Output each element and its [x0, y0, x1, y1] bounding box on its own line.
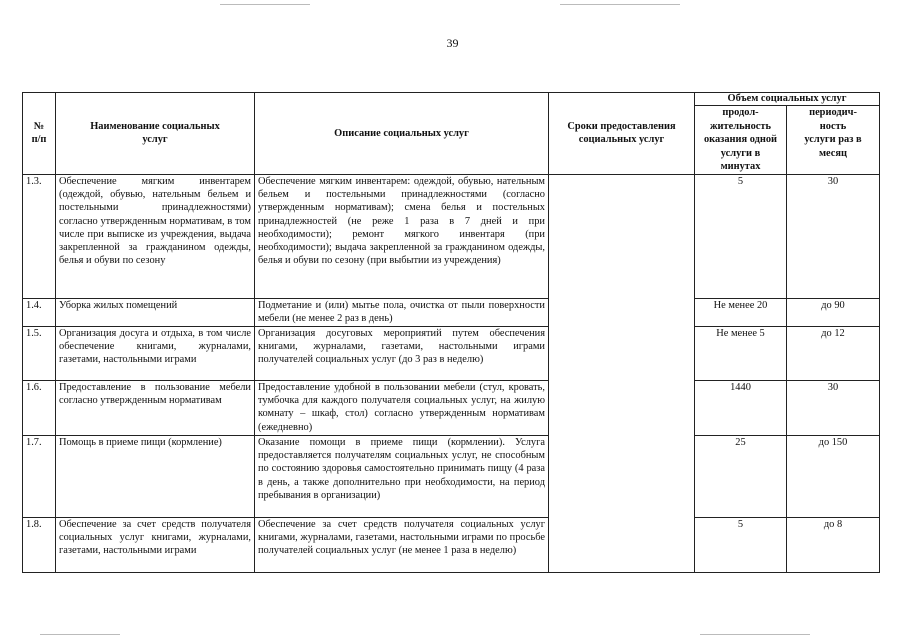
page-number: 39	[446, 36, 459, 50]
row-periodicity: до 12	[787, 326, 880, 380]
row-number: 1.6.	[23, 380, 56, 435]
row-service-name: Помощь в приеме пищи (кормление)	[56, 435, 255, 517]
row-duration: 5	[695, 517, 787, 572]
header-service-terms: Сроки предоставления социальных услуг	[549, 93, 695, 175]
row-periodicity: до 150	[787, 435, 880, 517]
scan-edge-mark	[560, 4, 680, 5]
terms-cell	[549, 174, 695, 572]
row-service-description: Оказание помощи в приеме пищи (кормлении). Услуга предоставляется получателям социальных услуг, не способным по состоянию здоровья самостоятельно принимать пищу (4 раза в день, а также дополнительно при необходимости, на период пребывания в организации)	[255, 435, 549, 517]
header-service-name: Наименование социальных услуг	[56, 93, 255, 175]
scan-edge-mark	[220, 4, 310, 5]
row-periodicity: 30	[787, 380, 880, 435]
row-service-name: Предоставление в пользование мебели согласно утвержденным нормативам	[56, 380, 255, 435]
row-service-name: Обеспечение за счет средств получателя социальных услуг книгами, журналами, газетами, настольными играми	[56, 517, 255, 572]
header-number: № п/п	[23, 93, 56, 175]
social-services-table	[22, 92, 880, 573]
row-duration: 1440	[695, 380, 787, 435]
header-duration: продол- жительность оказания одной услуги в минутах	[695, 106, 787, 175]
row-number: 1.3.	[23, 174, 56, 298]
row-periodicity: 30	[787, 174, 880, 298]
table-row	[23, 298, 880, 326]
row-duration: 5	[695, 174, 787, 298]
table-row	[23, 326, 880, 380]
scan-edge-mark	[700, 634, 810, 635]
row-service-description: Предоставление удобной в пользовании мебели (стул, кровать, тумбочка для каждого получателя социальных услуг, на жилую комнату – шкаф, стол) согласно утвержденным нормативам (ежедневно)	[255, 380, 549, 435]
row-service-name: Уборка жилых помещений	[56, 298, 255, 326]
header-service-description: Описание социальных услуг	[255, 93, 549, 175]
row-service-description: Организация досуговых мероприятий путем обеспечения книгами, журналами, газетами, настольными играми получателей социальных услуг (до 3 раз в неделю)	[255, 326, 549, 380]
table-row	[23, 435, 880, 517]
row-service-name: Организация досуга и отдыха, в том числе обеспечение книгами, журналами, газетами, настольными играми	[56, 326, 255, 380]
table-header	[23, 93, 880, 175]
table-row	[23, 380, 880, 435]
table-body	[23, 174, 880, 572]
row-periodicity: до 90	[787, 298, 880, 326]
row-duration: 25	[695, 435, 787, 517]
header-service-volume: Объем социальных услуг	[695, 93, 880, 106]
row-service-description: Обеспечение за счет средств получателя социальных услуг книгами, журналами, газетами, настольными играми по просьбе получателей социальных услуг (не менее 1 раза в неделю)	[255, 517, 549, 572]
row-service-description: Обеспечение мягким инвентарем: одеждой, обувью, нательным бельем и постельными принадлежностями (согласно утвержденным нормативам); смена белья и постельных принадлежностей (не реже 1 раза в 7 дней и при необходимости); ремонт мягкого инвентаря (при необходимости); выдача закрепленной за гражданином одежды, белья и обуви по сезону (при выбытии из учреждения)	[255, 174, 549, 298]
table-row	[23, 174, 880, 298]
row-periodicity: до 8	[787, 517, 880, 572]
table-row	[23, 517, 880, 572]
row-number: 1.7.	[23, 435, 56, 517]
row-number: 1.5.	[23, 326, 56, 380]
row-service-description: Подметание и (или) мытье пола, очистка от пыли поверхности мебели (не менее 2 раз в день)	[255, 298, 549, 326]
row-duration: Не менее 20	[695, 298, 787, 326]
row-duration: Не менее 5	[695, 326, 787, 380]
row-number: 1.4.	[23, 298, 56, 326]
row-service-name: Обеспечение мягким инвентарем (одеждой, обувью, нательным бельем и постельными принадлежностями) согласно утвержденным нормативам, в том числе при выписке из учреждения, выдача закрепленной за гражданином одежды, белья и обуви по сезону	[56, 174, 255, 298]
row-number: 1.8.	[23, 517, 56, 572]
header-periodicity: периодич- ность услуги раз в месяц	[787, 106, 880, 175]
scan-edge-mark	[40, 634, 120, 635]
